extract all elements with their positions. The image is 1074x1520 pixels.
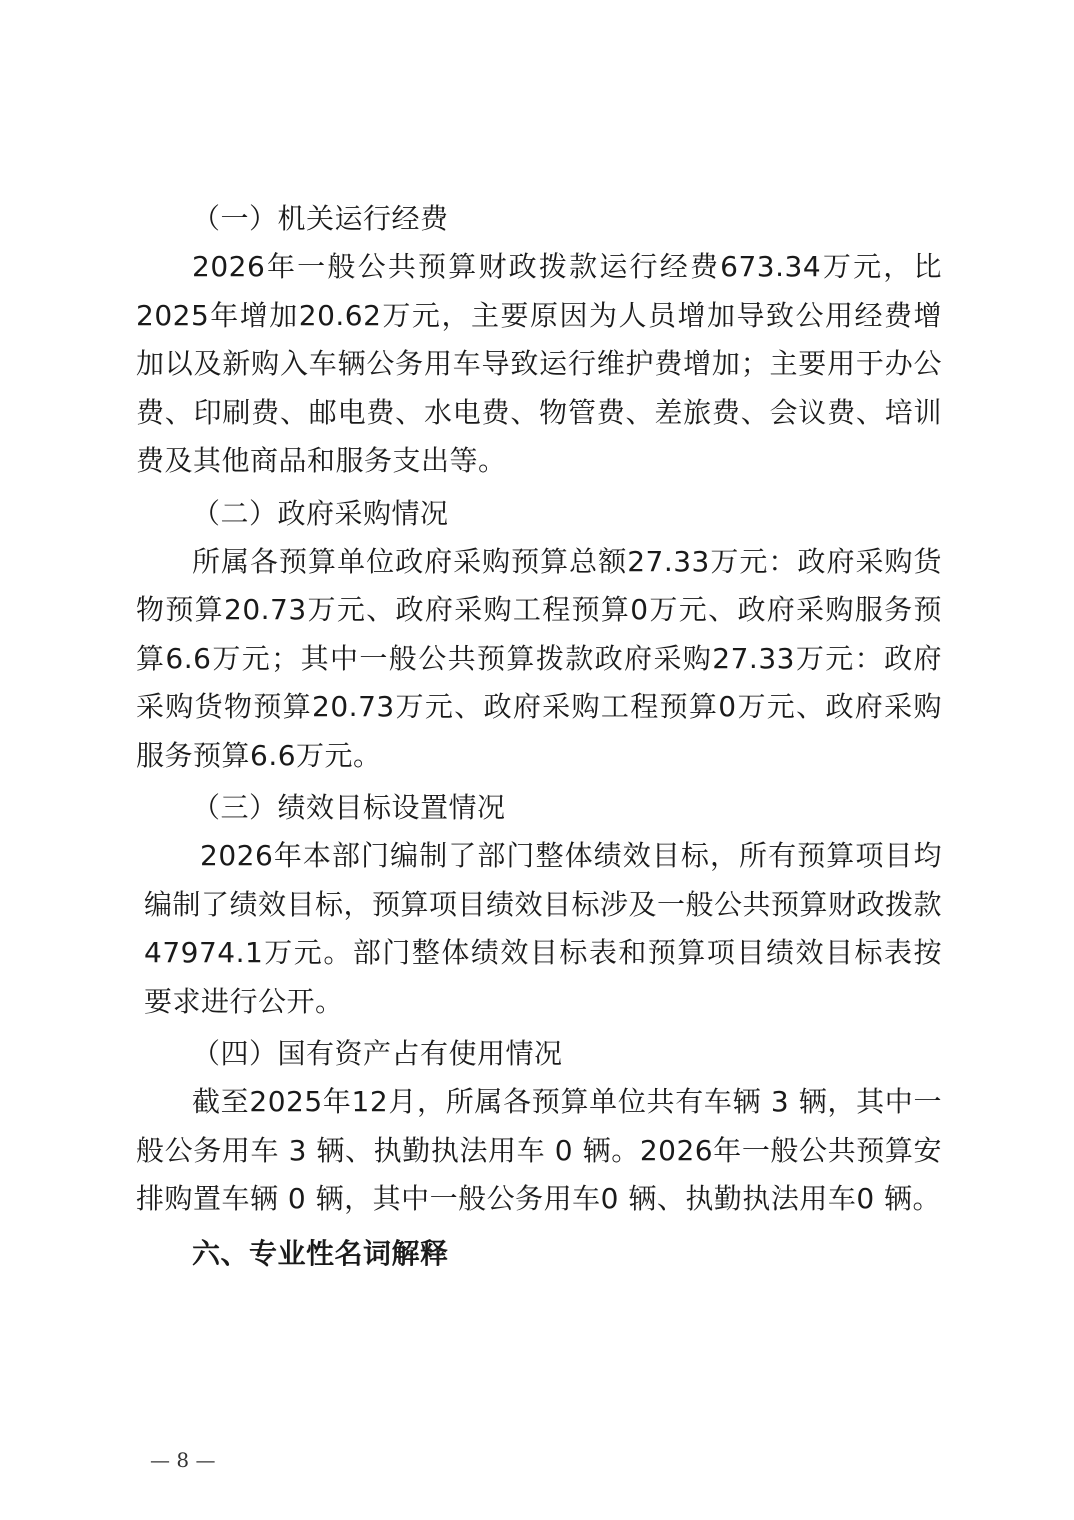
paragraph-operating-funds: 2026年一般公共预算财政拨款运行经费673.34万元，比2025年增加20.62万元，主要原因为人员增加导致公用经费增加以及新购入车辆公务用车导致运行维护费增加；主要用于办公费、印刷费、邮电费、水电费、物管费、差旅费、会议费、培训费及其他商品和服务支出等。: [136, 250, 942, 477]
paragraph-performance-goals: 2026年本部门编制了部门整体绩效目标，所有预算项目均编制了绩效目标，预算项目绩效目标涉及一般公共预算财政拨款47974.1万元。部门整体绩效目标表和预算项目绩效目标表按要求进行公开。: [144, 839, 943, 1018]
paragraph-government-procurement: 所属各预算单位政府采购预算总额27.33万元：政府采购货物预算20.73万元、政府采购工程预算0万元、政府采购服务预算6.6万元；其中一般公共预算拨款政府采购27.33万元：政府采购货物预算20.73万元、政府采购工程预算0万元、政府采购服务预算6.6万元。: [136, 544, 942, 772]
page-number: — 8 —: [150, 1448, 216, 1472]
subsection-heading-state-assets: （四）国有资产占有使用情况: [192, 1037, 563, 1070]
subsection-heading-operating-funds: （一）机关运行经费: [192, 202, 449, 235]
subsection-heading-performance-goals: （三）绩效目标设置情况: [192, 791, 506, 824]
paragraph-state-assets: 截至2025年12月，所属各预算单位共有车辆 3 辆，其中一般公务用车 3 辆、执勤执法用车 0 辆。2026年一般公共预算安排购置车辆 0 辆，其中一般公务用车0 辆、执勤执法用车0 辆。: [136, 1085, 942, 1215]
page-content: [136, 195, 942, 1278]
subsection-heading-government-procurement: （二）政府采购情况: [192, 496, 449, 530]
section-heading-terminology: 六、专业性名词解释: [192, 1236, 449, 1270]
